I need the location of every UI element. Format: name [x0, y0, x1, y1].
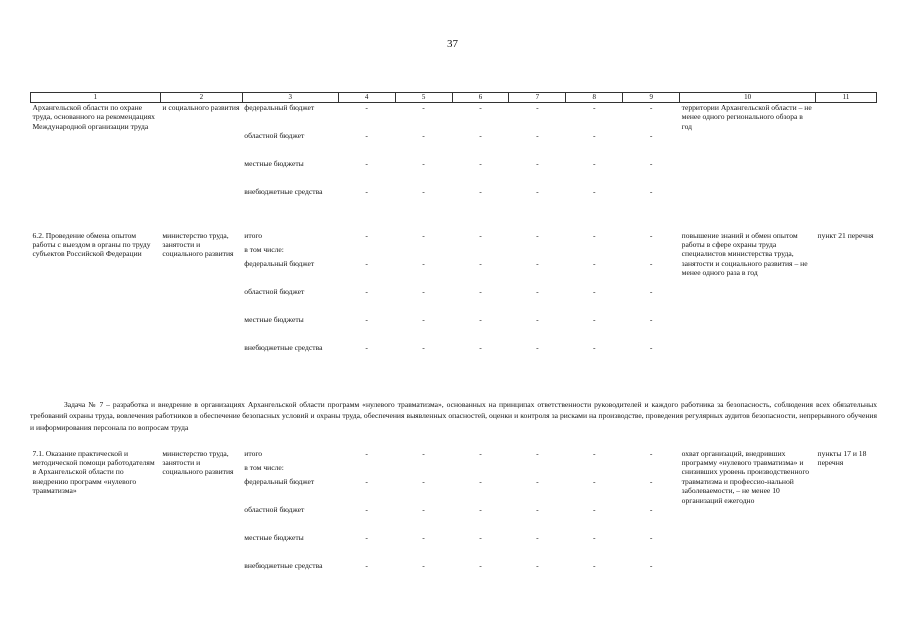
amount-cell: - [422, 504, 425, 514]
amount-cell: - [479, 286, 482, 296]
funding-source: в том числе: [244, 462, 284, 472]
funding-source: в том числе: [244, 244, 284, 254]
amount-cell: - [422, 130, 425, 140]
amount-cell: - [649, 158, 653, 168]
amount-cell: - [536, 158, 539, 168]
amount-cell: - [479, 186, 482, 196]
amount-cell: - [593, 258, 596, 268]
program-table [30, 92, 877, 589]
amount-cell [566, 463, 623, 477]
amount-cell: - [649, 342, 653, 352]
amount-cell: - [365, 476, 368, 486]
amount-cell: - [649, 186, 653, 196]
amount-cell: - [593, 286, 596, 296]
amount-cell: - [422, 342, 425, 352]
amount-cell [338, 245, 395, 259]
amount-cell: - [422, 286, 425, 296]
amount-cell: - [536, 230, 539, 240]
amount-cell: - [536, 448, 539, 458]
executor: и социального развития [162, 103, 240, 112]
column-number: 10 [680, 93, 816, 103]
funding-source: внебюджетные средства [244, 560, 323, 570]
amount-cell: - [479, 504, 482, 514]
amount-cell: - [593, 158, 596, 168]
amount-cell: - [593, 532, 596, 542]
amount-cell: - [536, 258, 539, 268]
column-number: 7 [509, 93, 566, 103]
amount-cell: - [536, 186, 539, 196]
amount-cell: - [593, 476, 596, 486]
amount-cell: - [649, 286, 653, 296]
column-number: 5 [395, 93, 452, 103]
column-number: 9 [623, 93, 680, 103]
amount-cell: - [365, 186, 368, 196]
funding-source: федеральный бюджет [244, 103, 315, 112]
amount-cell: - [479, 230, 482, 240]
funding-source: итого [244, 230, 263, 240]
amount-cell: - [593, 448, 596, 458]
amount-cell: - [649, 230, 653, 240]
amount-cell: - [536, 532, 539, 542]
amount-cell: - [479, 130, 482, 140]
amount-cell: - [593, 342, 596, 352]
amount-cell [395, 245, 452, 259]
amount-cell: - [593, 314, 596, 324]
amount-cell: - [422, 476, 425, 486]
amount-cell: - [593, 560, 596, 570]
amount-cell: - [479, 103, 482, 112]
amount-cell: - [536, 286, 539, 296]
expected-result: охват организаций, внедривших программу «нулевого травматизма» и снизивших уровень производственного травматизма и профессио-нальной заболеваемости, – не менее 10 организаций ежегодно [681, 448, 810, 505]
amount-cell: - [479, 532, 482, 542]
funding-source: федеральный бюджет [244, 476, 315, 486]
amount-cell: - [365, 258, 368, 268]
amount-cell: - [365, 103, 368, 112]
amount-cell: - [365, 532, 368, 542]
reference: пункт 21 перечня [817, 230, 874, 240]
funding-source: областной бюджет [244, 504, 305, 514]
funding-source: внебюджетные средства [244, 186, 323, 196]
amount-cell: - [479, 476, 482, 486]
amount-cell: - [536, 560, 539, 570]
amount-cell: - [593, 504, 596, 514]
amount-cell: - [365, 314, 368, 324]
amount-cell: - [649, 504, 653, 514]
executor: министерство труда, занятости и социального развития [162, 448, 234, 477]
measure-name: Архангельской области по охране труда, основанного на рекомендациях Международной организации труда [32, 103, 155, 131]
measure-name: 6.2. Проведение обмена опытом работы с выездом в органы по труду субъектов Российской Федерации [32, 230, 151, 259]
amount-cell [452, 245, 509, 259]
amount-cell [395, 463, 452, 477]
amount-cell: - [649, 448, 653, 458]
amount-cell: - [649, 476, 653, 486]
amount-cell: - [593, 230, 596, 240]
funding-source: областной бюджет [244, 130, 305, 140]
funding-source: областной бюджет [244, 286, 305, 296]
amount-cell: - [365, 230, 368, 240]
amount-cell: - [422, 158, 425, 168]
table-row [31, 231, 877, 245]
column-number: 2 [160, 93, 242, 103]
amount-cell: - [536, 504, 539, 514]
amount-cell: - [422, 448, 425, 458]
task-7-text: Задача № 7 – разработка и внедрение в организациях Архангельской области программ «нулевого травматизма», основанных на принципах ответственности руководителей и каждого работника за безопасность, соблюдения всех обязательных требований охраны труда, вовлечения работников в обеспечение безопасных условий и охраны труда, обеспечения выявленных опасностей, оценки и контроля за рисками на производстве, проведения регулярных аудитов безопасности, непрерывного обучения и информирования персонала по вопросам труда [30, 400, 877, 432]
amount-cell: - [649, 560, 653, 570]
funding-source: местные бюджеты [244, 314, 304, 324]
amount-cell: - [365, 504, 368, 514]
amount-cell: - [422, 230, 425, 240]
amount-cell [338, 463, 395, 477]
amount-cell: - [365, 158, 368, 168]
amount-cell: - [422, 314, 425, 324]
amount-cell: - [365, 560, 368, 570]
amount-cell: - [536, 476, 539, 486]
column-number: 1 [31, 93, 161, 103]
amount-cell [509, 463, 566, 477]
column-number: 6 [452, 93, 509, 103]
executor: министерство труда, занятости и социального развития [162, 230, 234, 259]
page-number: 37 [447, 38, 458, 50]
amount-cell: - [479, 342, 482, 352]
spacer [31, 215, 877, 231]
amount-cell: - [479, 314, 482, 324]
table-row [31, 449, 877, 463]
amount-cell: - [593, 103, 596, 112]
measure-name: 7.1. Оказание практической и методической помощи работодателям в Архангельской области по внедрению программ «нулевого травматизма» [32, 448, 155, 496]
amount-cell: - [536, 342, 539, 352]
amount-cell [623, 245, 680, 259]
column-number: 4 [338, 93, 395, 103]
reference: пункты 17 и 18 перечня [817, 448, 867, 467]
reference [816, 103, 877, 215]
amount-cell: - [365, 286, 368, 296]
amount-cell: - [365, 342, 368, 352]
expected-result: повышение знаний и обмен опытом работы в сфере охраны труда специалистов министерства труда, занятости и социального развития – не менее одного раза в год [681, 230, 808, 278]
amount-cell: - [422, 186, 425, 196]
funding-source: местные бюджеты [244, 158, 304, 168]
amount-cell: - [479, 560, 482, 570]
amount-cell: - [649, 258, 653, 268]
column-number: 11 [816, 93, 877, 103]
funding-source: внебюджетные средства [244, 342, 323, 352]
amount-cell: - [649, 532, 653, 542]
amount-cell [452, 463, 509, 477]
amount-cell: - [422, 258, 425, 268]
amount-cell: - [422, 103, 425, 112]
amount-cell: - [422, 532, 425, 542]
amount-cell: - [365, 130, 368, 140]
spacer-row [31, 215, 877, 231]
funding-source: федеральный бюджет [244, 258, 315, 268]
funding-source: итого [244, 448, 263, 458]
amount-cell: - [536, 130, 539, 140]
amount-cell: - [593, 130, 596, 140]
amount-cell: - [593, 186, 596, 196]
amount-cell: - [649, 103, 653, 112]
amount-cell [623, 463, 680, 477]
amount-cell: - [365, 448, 368, 458]
expected-result: территории Архангельской области – не менее одного регионального обзора в год [681, 103, 812, 131]
amount-cell: - [479, 448, 482, 458]
amount-cell: - [649, 130, 653, 140]
amount-cell: - [536, 103, 539, 112]
amount-cell: - [422, 560, 425, 570]
column-number-row [31, 93, 877, 103]
amount-cell: - [536, 314, 539, 324]
column-number: 3 [242, 93, 338, 103]
amount-cell: - [649, 314, 653, 324]
column-number: 8 [566, 93, 623, 103]
amount-cell [509, 245, 566, 259]
amount-cell: - [479, 158, 482, 168]
funding-source: местные бюджеты [244, 532, 304, 542]
amount-cell [566, 245, 623, 259]
table-row [31, 103, 877, 131]
amount-cell: - [479, 258, 482, 268]
